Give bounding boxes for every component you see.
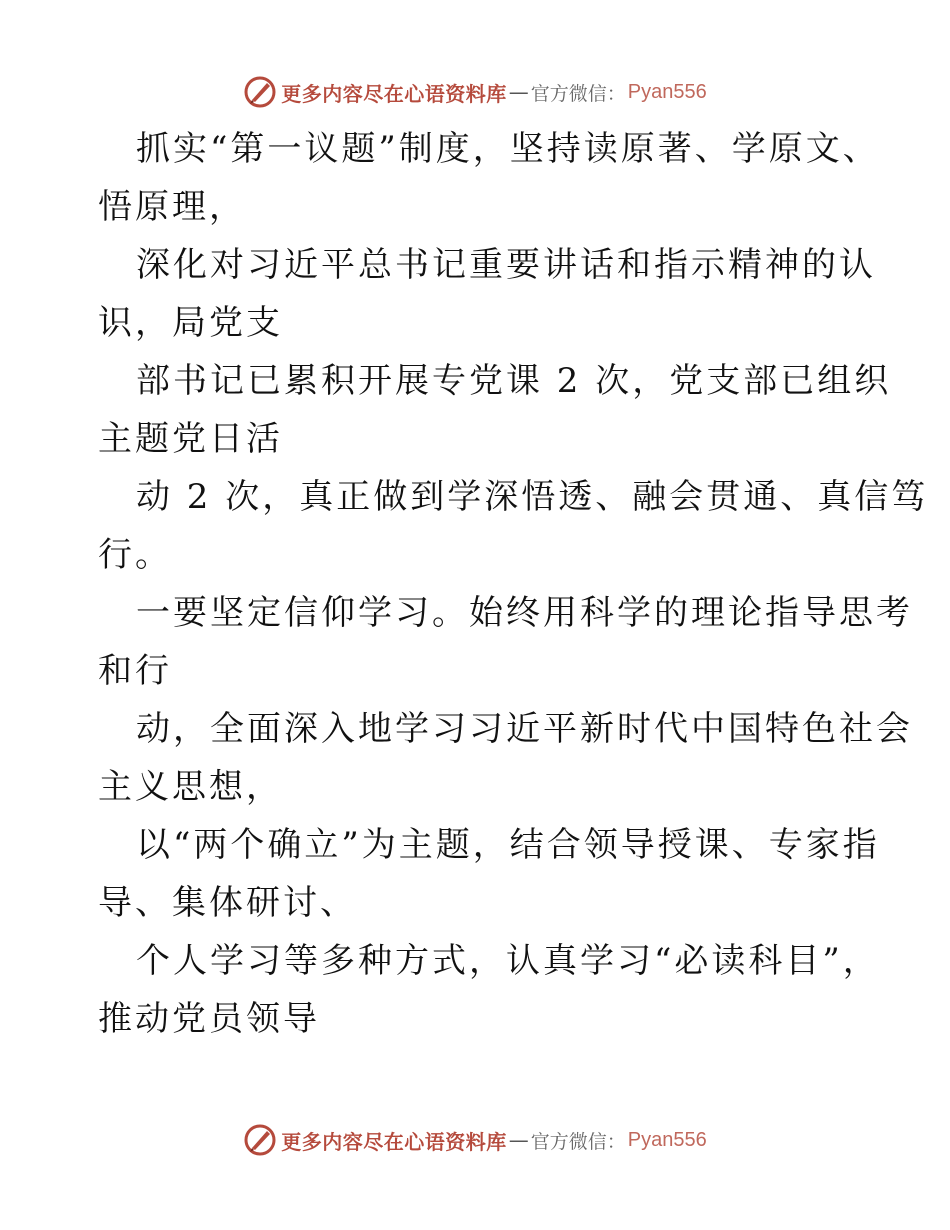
- watermark-id: Pyan556: [627, 80, 707, 103]
- watermark-label: 官方微信：: [530, 82, 626, 105]
- header-watermark: [0, 72, 950, 112]
- document-body: [98, 120, 929, 1048]
- pen-logo-icon: [243, 75, 277, 109]
- text-line: 导、集体研讨、: [98, 883, 357, 923]
- text-line: 个人学习等多种方式，认真学习“必读科目”，: [136, 941, 880, 981]
- watermark-dash: —: [508, 1128, 529, 1152]
- text-line: 动，全面深入地学习习近平新时代中国特色社会: [136, 709, 913, 749]
- text-line: 推动党员领导: [98, 999, 320, 1039]
- watermark-brand: 更多内容尽在心语资料库: [281, 81, 507, 106]
- text-line: 主题党日活: [98, 419, 283, 459]
- text-line: 主义思想，: [98, 767, 283, 807]
- text-line: 深化对习近平总书记重要讲话和指示精神的认: [136, 245, 876, 285]
- text-line: 悟原理，: [98, 187, 246, 227]
- text-line: 识，局党支: [98, 303, 283, 343]
- text-line: 和行: [98, 651, 172, 691]
- text-line: 抓实“第一议题”制度，坚持读原著、学原文、: [136, 129, 880, 169]
- text-line: 行。: [98, 535, 172, 575]
- text-line: 动 2 次，真正做到学深悟透、融会贯通、真信笃: [136, 477, 929, 517]
- pen-logo-icon: [243, 1123, 277, 1157]
- text-line: 以“两个确立”为主题，结合领导授课、专家指: [136, 825, 880, 865]
- footer-watermark: [0, 1120, 950, 1160]
- watermark-id: Pyan556: [627, 1128, 707, 1151]
- text-line: 部书记已累积开展专党课 2 次，党支部已组织: [136, 361, 892, 401]
- text-line: 一要坚定信仰学习。始终用科学的理论指导思考: [136, 593, 913, 633]
- watermark-label: 官方微信：: [530, 1130, 626, 1153]
- watermark-dash: —: [508, 80, 529, 104]
- watermark-brand: 更多内容尽在心语资料库: [281, 1129, 507, 1154]
